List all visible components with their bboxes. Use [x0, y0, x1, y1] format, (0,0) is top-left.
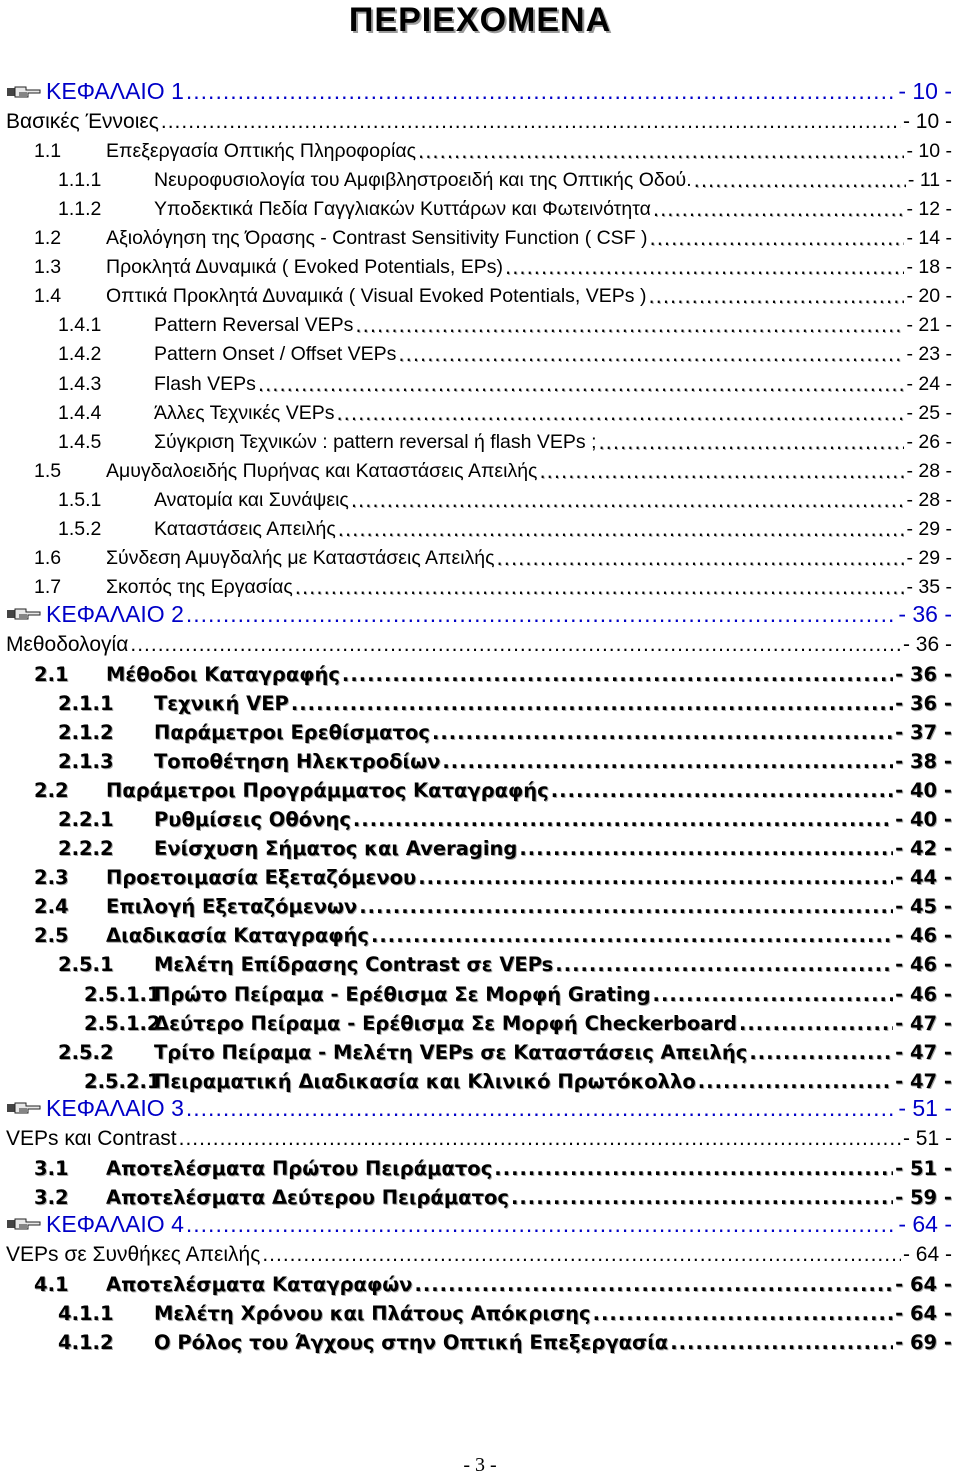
dot-leader	[353, 808, 893, 831]
toc-entry-page: - 64 -	[895, 1272, 952, 1296]
toc-entry-number: 1.2	[34, 227, 62, 250]
dot-leader	[653, 983, 894, 1006]
toc-entry-title: ΚΕΦΑΛΑΙΟ 3	[46, 1094, 184, 1121]
dot-leader	[694, 169, 906, 192]
toc-entry-page: - 10 -	[898, 78, 952, 105]
dot-leader	[598, 431, 904, 454]
toc-entry[interactable]	[0, 599, 960, 628]
toc-entry-title: Αποτελέσματα Πρώτου Πειράματος	[106, 1156, 493, 1180]
toc-entry-page: - 69 -	[895, 1331, 952, 1355]
toc-entry-title: Προετοιμασία Εξεταζόμενου	[106, 866, 417, 890]
toc-entry[interactable]	[0, 483, 960, 512]
toc-entry[interactable]	[0, 134, 960, 163]
toc-entry-title: Παράμετροι Προγράμματος Καταγραφής	[106, 779, 549, 803]
dot-leader	[539, 460, 904, 483]
toc-entry[interactable]	[0, 976, 960, 1005]
toc-entry-page: - 46 -	[895, 953, 952, 977]
dot-leader	[186, 1095, 896, 1122]
toc-entry-page: - 29 -	[906, 546, 952, 569]
toc-entry-title: VEPs σε Συνθήκες Απειλής	[6, 1242, 261, 1266]
toc-entry-page: - 51 -	[898, 1094, 952, 1121]
toc-entry-page: - 38 -	[895, 750, 952, 774]
dot-leader	[593, 1302, 893, 1325]
dot-leader	[698, 1070, 893, 1093]
toc-entry-number: 1.7	[34, 575, 62, 598]
toc-entry-page: - 47 -	[895, 1069, 952, 1093]
toc-entry-page: - 20 -	[906, 285, 952, 308]
toc-entry-number: 1.1.2	[58, 198, 102, 221]
toc-entry-title: Αποτελέσματα Δεύτερου Πειράματος	[106, 1185, 509, 1209]
toc-entry[interactable]	[0, 773, 960, 802]
dot-leader	[555, 953, 893, 976]
toc-entry-title: Δεύτερο Πείραμα - Ερέθισμα Σε Μορφή Checkerboard	[154, 1011, 737, 1035]
toc-entry-number: 3.1	[34, 1156, 69, 1180]
toc-entry-number: 2.5.2.1	[84, 1069, 161, 1093]
dot-leader	[262, 1243, 901, 1267]
toc-entry[interactable]	[0, 1093, 960, 1122]
toc-entry-page: - 10 -	[902, 110, 952, 134]
toc-entry-title: ΚΕΦΑΛΑΙΟ 1	[46, 78, 184, 105]
toc-entry[interactable]	[0, 628, 960, 657]
toc-entry[interactable]	[0, 105, 960, 134]
pointing-hand-icon	[6, 82, 42, 100]
dot-leader	[418, 866, 893, 889]
toc-entry[interactable]	[0, 1151, 960, 1180]
toc-entry[interactable]	[0, 860, 960, 889]
toc-entry-page: - 64 -	[898, 1210, 952, 1237]
toc-entry[interactable]	[0, 279, 960, 308]
toc-entry-title: Βασικές Έννοιες	[6, 110, 159, 134]
toc-entry-page: - 46 -	[895, 982, 952, 1006]
toc-entry-number: 4.1.1	[58, 1302, 114, 1326]
toc-entry-number: 1.3	[34, 256, 62, 279]
toc-entry-title: ΚΕΦΑΛΑΙΟ 2	[46, 600, 184, 627]
toc-entry-title: Προκλητά Δυναμικά ( Evoked Potentials, EPs)	[106, 256, 503, 279]
toc-entry[interactable]	[0, 802, 960, 831]
toc-entry-page: - 37 -	[895, 721, 952, 745]
toc-entry-title: VEPs και Contrast	[6, 1126, 177, 1150]
toc-entry-title: Διαδικασία Καταγραφής	[106, 924, 369, 948]
toc-entry-title: Παράμετροι Ερεθίσματος	[154, 721, 430, 745]
dot-leader	[371, 924, 893, 947]
toc-entry-page: - 11 -	[907, 169, 952, 192]
toc-entry-page: - 14 -	[906, 227, 952, 250]
toc-entry-number: 4.1.2	[58, 1331, 114, 1355]
toc-entry-page: - 35 -	[906, 575, 952, 598]
toc-entry-title: Αμυγδαλοειδής Πυρήνας και Καταστάσεις Απειλής	[106, 459, 538, 482]
toc-entry-page: - 47 -	[895, 1011, 952, 1035]
toc-entry-number: 2.5.1.2	[84, 1011, 161, 1035]
toc-entry[interactable]	[0, 366, 960, 395]
toc-entry[interactable]	[0, 192, 960, 221]
toc-entry-page: - 36 -	[895, 692, 952, 716]
toc-entry[interactable]	[0, 918, 960, 947]
toc-entry[interactable]	[0, 1238, 960, 1267]
toc-entry[interactable]	[0, 1122, 960, 1151]
toc-entry-title: Νευροφυσιολογία του Αμφιβληστροειδή και της Οπτικής Οδού.	[154, 169, 692, 192]
toc-entry-page: - 26 -	[906, 430, 952, 453]
toc-entry-number: 2.4	[34, 895, 69, 919]
dot-leader	[359, 895, 893, 918]
dot-leader	[749, 1041, 893, 1064]
toc-entry-page: - 21 -	[906, 314, 952, 337]
dot-leader	[295, 576, 905, 599]
toc-entry-page: - 24 -	[906, 372, 952, 395]
toc-entry[interactable]	[0, 570, 960, 599]
toc-entry-title: Ρυθμίσεις Οθόνης	[154, 808, 351, 832]
toc-entry-page: - 45 -	[895, 895, 952, 919]
page-title: ΠΕΡΙΕΧΟΜΕΝΑ	[348, 1, 612, 39]
toc-entry-title: Μελέτη Επίδρασης Contrast σε VEPs	[154, 953, 554, 977]
toc-entry-number: 2.5.2	[58, 1040, 114, 1064]
toc-entry-title: Καταστάσεις Απειλής	[154, 517, 336, 540]
pointing-hand-icon	[6, 604, 42, 622]
toc-entry-number: 2.1.2	[58, 721, 114, 745]
toc-entry-page: - 40 -	[895, 779, 952, 803]
toc-entry-number: 2.2.1	[58, 808, 114, 832]
toc-entry-number: 1.5.1	[58, 488, 102, 511]
dot-leader	[648, 285, 904, 308]
dot-leader	[398, 343, 904, 366]
dot-leader	[186, 1211, 896, 1238]
toc-entry-page: - 36 -	[898, 600, 952, 627]
toc-entry-page: - 59 -	[895, 1185, 952, 1209]
toc-entry[interactable]	[0, 1180, 960, 1209]
dot-leader	[494, 1157, 893, 1180]
dot-leader	[355, 314, 904, 337]
toc-entry-title: Επιλογή Εξεταζόμενων	[106, 895, 358, 919]
pointing-hand-icon	[6, 1214, 42, 1232]
dot-leader	[161, 110, 901, 134]
toc-entry-title: Ενίσχυση Σήματος και Averaging	[154, 837, 518, 861]
toc-entry-title: Pattern Onset / Offset VEPs	[154, 343, 397, 366]
toc-entry-page: - 10 -	[906, 140, 952, 163]
toc-entry[interactable]	[0, 454, 960, 483]
toc-entry-title: Ο Ρόλος του Άγχους στην Οπτική Επεξεργασία	[154, 1331, 669, 1355]
toc-entry-page: - 29 -	[906, 517, 952, 540]
toc-entry-title: Τοποθέτηση Ηλεκτροδίων	[154, 750, 441, 774]
toc-entry-page: - 28 -	[906, 459, 952, 482]
dot-leader	[551, 779, 893, 802]
toc-entry-title: Πειραματική Διαδικασία και Κλινικό Πρωτόκολλο	[154, 1069, 696, 1093]
toc-entry-page: - 36 -	[895, 662, 952, 686]
toc-entry-title: Πρώτο Πείραμα - Ερέθισμα Σε Μορφή Grating	[154, 982, 651, 1006]
toc-entry-title: ΚΕΦΑΛΑΙΟ 4	[46, 1210, 184, 1237]
toc-entry-page: - 42 -	[895, 837, 952, 861]
toc-entry-title: Τεχνική VEP	[154, 692, 289, 716]
toc-entry[interactable]	[0, 1267, 960, 1296]
toc-entry-page: - 12 -	[906, 198, 952, 221]
toc-entry[interactable]	[0, 250, 960, 279]
toc-entry[interactable]	[0, 1064, 960, 1093]
toc-entry-page: - 51 -	[895, 1156, 952, 1180]
page-number: - 3 -	[463, 1454, 497, 1476]
toc-entry[interactable]	[0, 715, 960, 744]
toc-entry-number: 2.5.1	[58, 953, 114, 977]
dot-leader	[414, 1273, 893, 1296]
toc-entry[interactable]	[0, 425, 960, 454]
toc-entry-number: 2.1	[34, 662, 69, 686]
toc-entry-page: - 46 -	[895, 924, 952, 948]
toc-entry-number: 2.5.1.1	[84, 982, 161, 1006]
toc-entry-page: - 51 -	[902, 1126, 952, 1150]
toc-entry[interactable]	[0, 163, 960, 192]
dot-leader	[186, 601, 896, 628]
toc-entry[interactable]	[0, 1296, 960, 1325]
toc-entry[interactable]	[0, 221, 960, 250]
toc-entry[interactable]	[0, 1006, 960, 1035]
toc-entry-page: - 28 -	[906, 488, 952, 511]
toc-entry[interactable]	[0, 76, 960, 105]
toc-entry[interactable]	[0, 889, 960, 918]
toc-entry-page: - 40 -	[895, 808, 952, 832]
toc-entry-title: Τρίτο Πείραμα - Μελέτη VEPs σε Καταστάσεις Απειλής	[154, 1040, 748, 1064]
toc-entry-page: - 18 -	[906, 256, 952, 279]
toc-entry-title: Μελέτη Χρόνου και Πλάτους Απόκρισης	[154, 1302, 591, 1326]
toc-entry[interactable]	[0, 541, 960, 570]
toc-entry-number: 1.5	[34, 459, 62, 482]
toc-entry[interactable]	[0, 396, 960, 425]
toc-entry-number: 1.6	[34, 546, 62, 569]
toc-entry-title: Flash VEPs	[154, 372, 256, 395]
toc-entry-title: Άλλες Τεχνικές VEPs	[154, 401, 335, 424]
dot-leader	[442, 750, 893, 773]
toc-entry-page: - 64 -	[902, 1242, 952, 1266]
toc-entry-page: - 44 -	[895, 866, 952, 890]
dot-leader	[432, 721, 893, 744]
toc-entry[interactable]	[0, 657, 960, 686]
toc-entry-number: 2.2.2	[58, 837, 114, 861]
toc-entry-number: 4.1	[34, 1272, 69, 1296]
toc-entry-number: 3.2	[34, 1185, 69, 1209]
toc-entry[interactable]	[0, 831, 960, 860]
dot-leader	[291, 692, 893, 715]
dot-leader	[186, 78, 896, 105]
toc-entry[interactable]	[0, 512, 960, 541]
dot-leader	[505, 256, 904, 279]
toc-entry-page: - 25 -	[906, 401, 952, 424]
toc-entry[interactable]	[0, 308, 960, 337]
toc-entry-number: 1.4.2	[58, 343, 102, 366]
toc-entry-number: 1.4.4	[58, 401, 102, 424]
dot-leader	[519, 837, 893, 860]
dot-leader	[130, 633, 901, 657]
toc-entry-title: Μεθοδολογία	[6, 632, 129, 656]
pointing-hand-icon	[6, 1098, 42, 1116]
toc-entry-title: Σκοπός της Εργασίας	[106, 575, 293, 598]
toc-entry-page: - 47 -	[895, 1040, 952, 1064]
toc-entry[interactable]	[0, 1209, 960, 1238]
toc-entry[interactable]	[0, 1035, 960, 1064]
toc-entry[interactable]	[0, 686, 960, 715]
toc-entry-number: 1.4.1	[58, 314, 102, 337]
toc-entry-number: 2.1.3	[58, 750, 114, 774]
toc-entry-number: 1.1.1	[58, 169, 102, 192]
toc-entry-title: Επεξεργασία Οπτικής Πληροφορίας	[106, 140, 417, 163]
toc-entry-number: 2.2	[34, 779, 69, 803]
toc-entry[interactable]	[0, 337, 960, 366]
table-of-contents	[0, 76, 960, 1354]
toc-entry-number: 1.4.3	[58, 372, 102, 395]
dot-leader	[418, 140, 904, 163]
toc-entry-title: Pattern Reversal VEPs	[154, 314, 354, 337]
dot-leader	[650, 227, 905, 250]
dot-leader	[511, 1186, 893, 1209]
dot-leader	[258, 373, 905, 396]
toc-entry-title: Σύγκριση Τεχνικών : pattern reversal ή flash VEPs ;	[154, 430, 597, 453]
toc-entry-title: Οπτικά Προκλητά Δυναμικά ( Visual Evoked Potentials, VEPs )	[106, 285, 647, 308]
dot-leader	[338, 518, 905, 541]
dot-leader	[670, 1331, 893, 1354]
toc-entry-number: 1.4.5	[58, 430, 102, 453]
toc-entry-number: 2.5	[34, 924, 69, 948]
toc-entry[interactable]	[0, 947, 960, 976]
toc-entry-number: 1.5.2	[58, 517, 102, 540]
toc-entry-number: 2.3	[34, 866, 69, 890]
toc-entry-title: Ανατομία και Συνάψεις	[154, 488, 349, 511]
toc-entry-number: 1.4	[34, 285, 62, 308]
toc-entry-title: Υποδεκτικά Πεδία Γαγγλιακών Κυττάρων και Φωτεινότητα	[154, 198, 651, 221]
dot-leader	[336, 402, 904, 425]
dot-leader	[342, 663, 893, 686]
toc-entry[interactable]	[0, 744, 960, 773]
toc-entry-title: Σύνδεση Αμυγδαλής με Καταστάσεις Απειλής	[106, 546, 495, 569]
dot-leader	[179, 1127, 901, 1151]
toc-entry-page: - 36 -	[902, 632, 952, 656]
dot-leader	[497, 547, 905, 570]
dot-leader	[739, 1012, 893, 1035]
toc-entry-title: Αποτελέσματα Καταγραφών	[106, 1272, 413, 1296]
toc-entry-title: Μέθοδοι Καταγραφής	[106, 662, 340, 686]
toc-entry-number: 1.1	[34, 140, 62, 163]
toc-entry-page: - 23 -	[906, 343, 952, 366]
toc-entry-title: Αξιολόγηση της Όρασης - Contrast Sensitivity Function ( CSF )	[106, 227, 648, 250]
toc-entry-page: - 64 -	[895, 1302, 952, 1326]
dot-leader	[351, 489, 905, 512]
dot-leader	[653, 198, 905, 221]
toc-entry[interactable]	[0, 1325, 960, 1354]
toc-entry-number: 2.1.1	[58, 692, 114, 716]
